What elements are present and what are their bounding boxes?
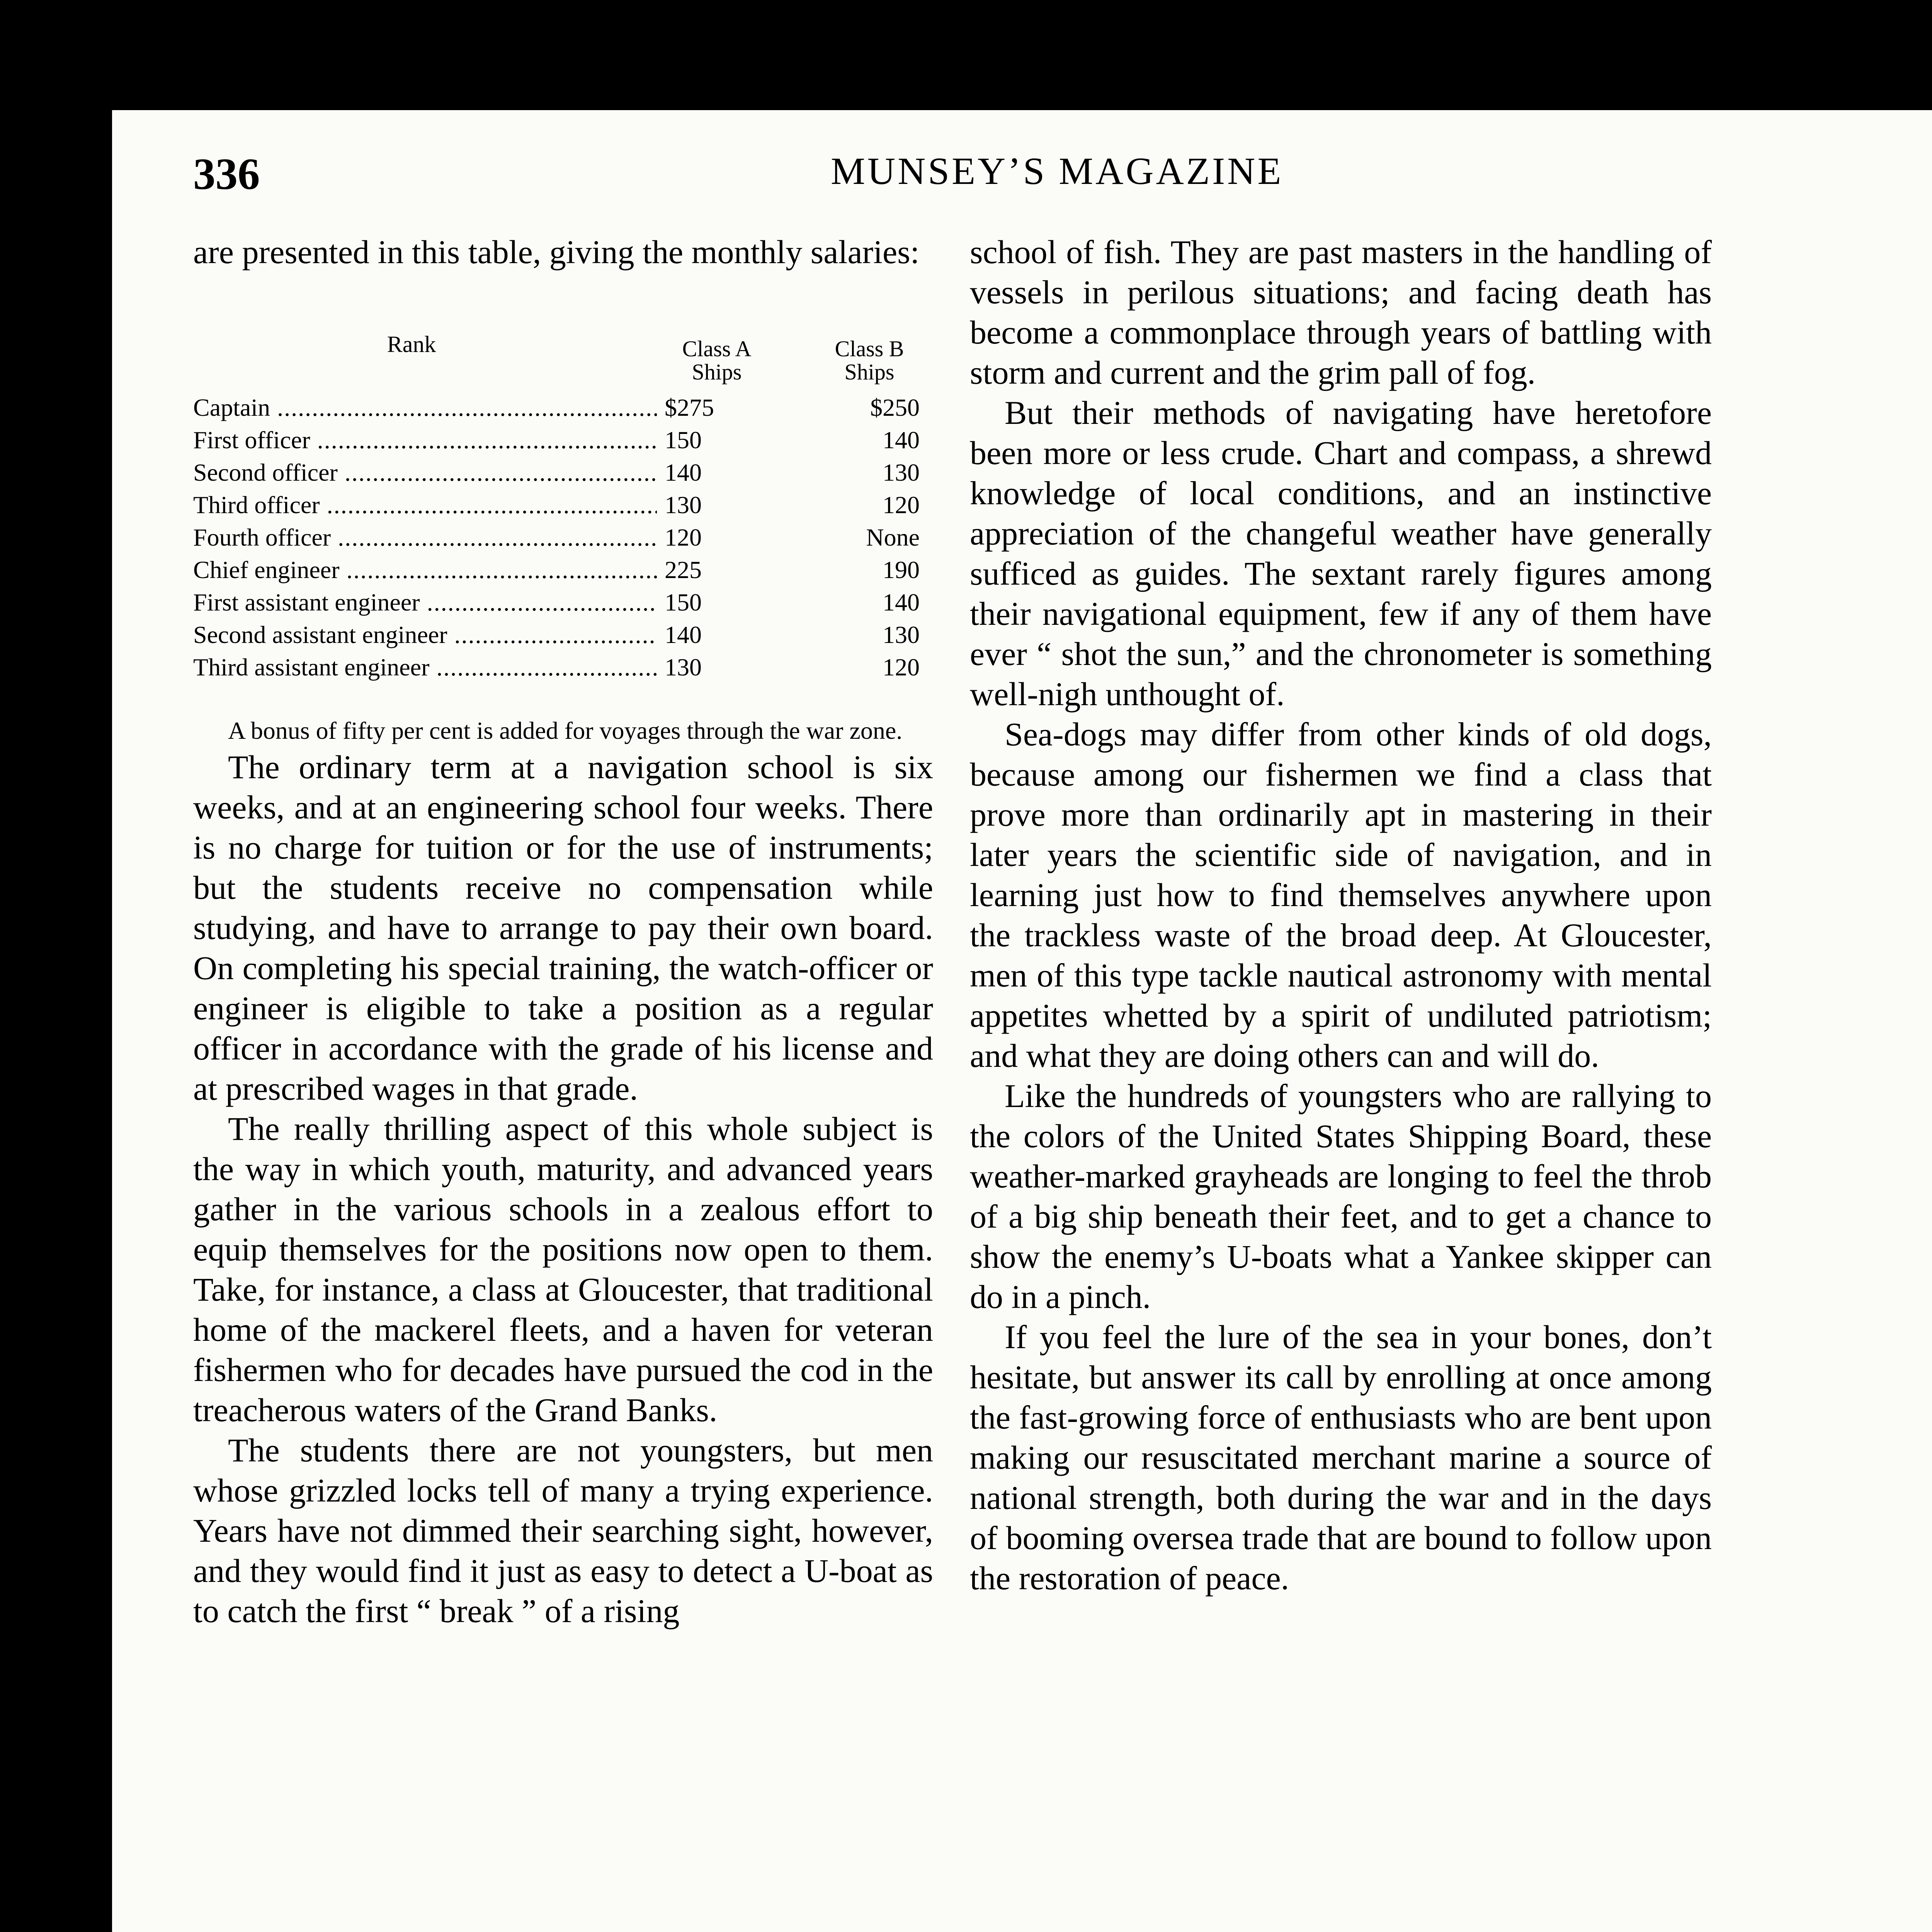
running-title: MUNSEY’S MAGAZINE <box>831 150 1284 192</box>
class-a-salary-cell: 120 <box>665 524 702 551</box>
salary-table <box>193 328 933 684</box>
table-row <box>193 424 933 456</box>
class-a-salary-cell: 140 <box>665 459 702 486</box>
class-b-salary-cell: 140 <box>883 588 920 616</box>
class-a-salary-cell: $275 <box>665 394 714 421</box>
table-row <box>193 651 933 684</box>
rank-cell: Fourth officer ..... <box>193 521 657 554</box>
rank-header: Rank <box>387 332 436 357</box>
class-a-salary-cell: 130 <box>665 653 702 681</box>
class-b-salary-cell: 120 <box>883 491 920 519</box>
class-a-header-line1: Class A <box>682 336 752 361</box>
rank-cell: Third officer ..... <box>193 489 657 521</box>
rank-cell: First assistant engineer ..... <box>193 586 657 619</box>
class-b-salary-cell: 130 <box>883 459 920 486</box>
body-paragraph: The ordinary term at a navigation school is six weeks, and at an engineering school four weeks. There is no charge for tuition or for the use of instruments; but the students receive no compensation while studying, and have to arrange to pay their own board. On completing his special training, the watch-officer or engineer is eligible to take a position as a regular officer in accordance with the grade of his license and at prescribed wages in that grade. <box>193 748 933 1107</box>
class-a-header <box>653 337 781 384</box>
body-paragraph: school of fish. They are past masters in the handling of vessels in perilous situations; and facing death has become a commonplace through years of battling with storm and current and the grim pall of fog. <box>970 233 1712 391</box>
class-a-salary-cell: 130 <box>665 491 702 519</box>
left-column <box>193 232 933 1631</box>
rank-cell: Second officer ..... <box>193 456 657 489</box>
rank-cell: Chief engineer ..... <box>193 554 657 586</box>
right-column <box>970 232 1712 1598</box>
body-paragraph: The really thrilling aspect of this whole subject is the way in which youth, maturity, and advanced years gather in the various schools in a zealous effort to equip themselves for the positions now open to them. Take, for instance, a class at Gloucester, that traditional home of the mackerel fleets, and a haven for veteran fishermen who for decades have pursued the cod in the treacherous waters of the Grand Banks. <box>193 1110 933 1429</box>
class-b-salary-cell: None <box>866 524 920 551</box>
class-b-header <box>806 337 933 384</box>
body-paragraph: The students there are not youngsters, but men whose grizzled locks tell of many a trying experience. Years have not dimmed their searching sight, however, and they would find it just as easy to detect a U-boat as to catch the first “ break ” of a rising <box>193 1432 933 1629</box>
bonus-note: A bonus of fifty per cent is added for voyages through the war zone. <box>228 717 903 744</box>
class-b-salary-cell: 140 <box>883 426 920 454</box>
table-row <box>193 456 933 489</box>
class-a-salary-cell: 150 <box>665 426 702 454</box>
table-row <box>193 391 933 424</box>
class-b-header-line1: Class B <box>835 336 904 361</box>
table-row <box>193 586 933 619</box>
table-row <box>193 554 933 586</box>
class-a-salary-cell: 140 <box>665 621 702 648</box>
rank-cell: Captain ..... <box>193 391 657 424</box>
body-paragraph: Like the hundreds of youngsters who are rallying to the colors of the United States Shipping Board, these weather-marked grayheads are longing to feel the throb of a big ship beneath their feet, and to get a chance to show the enemy’s U-boats what a Yankee skipper can do in a pinch. <box>970 1077 1712 1315</box>
class-a-salary-cell: 150 <box>665 588 702 616</box>
rank-cell: Third assistant engineer ..... <box>193 651 657 684</box>
body-paragraph: But their methods of navigating have heretofore been more or less crude. Chart and compass, a shrewd knowledge of local conditions, and an instinctive appreciation of the changeful weather have generally sufficed as guides. The sextant rarely figures among their navigational equipment, few if any of them have ever “ shot the sun,” and the chronometer is something well-nigh unthought of. <box>970 394 1712 713</box>
class-b-salary-cell: 130 <box>883 621 920 648</box>
table-header <box>193 328 933 384</box>
body-paragraph: If you feel the lure of the sea in your bones, don’t hesitate, but answer its call by enrolling at once among the fast-growing force of enthusiasts who are bent upon making our resuscitated merchant marine a source of national strength, both during the war and in the days of booming oversea trade that are bound to follow upon the restoration of peace. <box>970 1318 1712 1597</box>
page-number: 336 <box>193 150 260 199</box>
table-body <box>193 391 933 684</box>
class-b-salary-cell: $250 <box>870 394 920 421</box>
class-b-salary-cell: 190 <box>883 556 920 583</box>
class-b-header-line2: Ships <box>844 359 895 384</box>
intro-text: are presented in this table, giving the monthly salaries: <box>193 233 920 270</box>
rank-cell: Second assistant engineer ..... <box>193 619 657 651</box>
table-row <box>193 521 933 554</box>
class-b-salary-cell: 120 <box>883 653 920 681</box>
table-row <box>193 489 933 521</box>
body-paragraph: Sea-dogs may differ from other kinds of old dogs, because among our fishermen we find a class that prove more than ordinarily apt in mastering in their later years the scientific side of navigation, and in learning just how to find themselves anywhere upon the trackless waste of the broad deep. At Gloucester, men of this type tackle nautical astronomy with mental appetites whetted by a spirit of undiluted patriotism; and what they are doing others can and will do. <box>970 716 1712 1074</box>
class-a-header-line2: Ships <box>692 359 742 384</box>
page-header <box>193 149 1289 207</box>
class-a-salary-cell: 225 <box>665 556 702 583</box>
table-row <box>193 619 933 651</box>
rank-cell: First officer ..... <box>193 424 657 456</box>
